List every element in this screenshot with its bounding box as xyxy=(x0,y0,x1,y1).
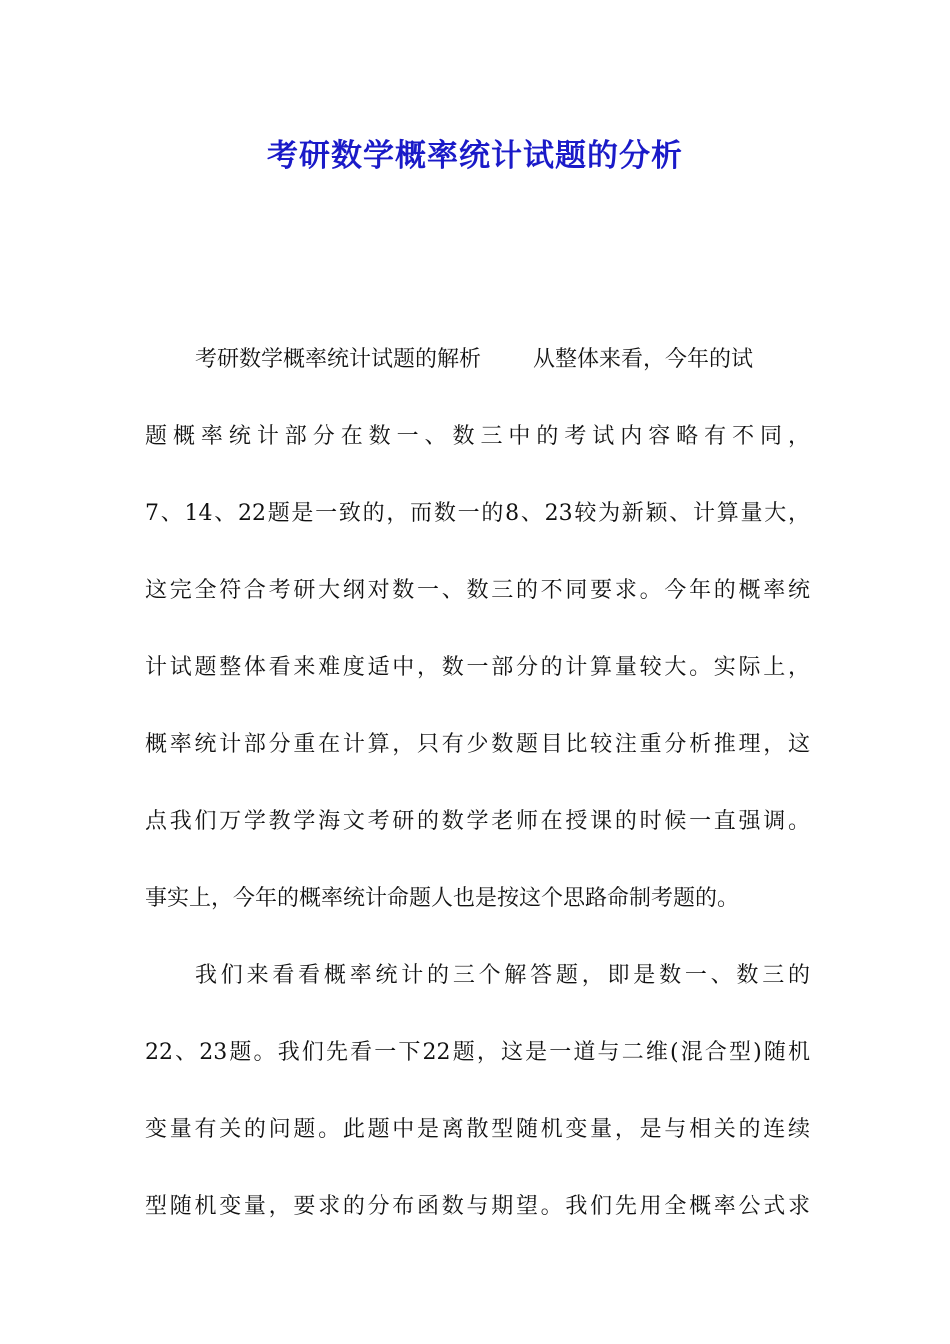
paragraph-2-line-1: 我们来看看概率统计的三个解答题，即是数一、数三的 xyxy=(195,963,810,988)
document-title: 考研数学概率统计试题的分析 xyxy=(267,138,683,174)
paragraph-1-lead: 考研数学概率统计试题的解析 xyxy=(195,347,482,372)
paragraph-2-line-4: 型随机变量，要求的分布函数与期望。我们先用全概率公式求 xyxy=(145,1194,810,1219)
paragraph-1-lead-continuation: 从整体来看，今年的试 xyxy=(533,347,754,372)
paragraph-1-line-6: 概率统计部分重在计算，只有少数题目比较注重分析推理，这 xyxy=(145,732,810,757)
paragraph-1-line-3: 7、14、22题是一致的，而数一的8、23较为新颖、计算量大， xyxy=(145,501,810,526)
paragraph-2-line-2: 22、23题。我们先看一下22题，这是一道与二维(混合型)随机 xyxy=(145,1040,810,1065)
paragraph-1-line-5: 计试题整体看来难度适中，数一部分的计算量较大。实际上， xyxy=(145,655,810,680)
paragraph-2-line-3: 变量有关的问题。此题中是离散型随机变量，是与相关的连续 xyxy=(145,1117,810,1142)
paragraph-1-line-1 xyxy=(145,336,810,413)
paragraph-1-line-7: 点我们万学教学海文考研的数学老师在授课的时候一直强调。 xyxy=(145,809,810,834)
document-body xyxy=(145,336,810,1260)
paragraph-1-line-8: 事实上，今年的概率统计命题人也是按这个思路命制考题的。 xyxy=(145,886,740,911)
paragraph-1-line-2: 题概率统计部分在数一、数三中的考试内容略有不同， xyxy=(145,424,810,449)
paragraph-1-line-4: 这完全符合考研大纲对数一、数三的不同要求。今年的概率统 xyxy=(145,578,810,603)
